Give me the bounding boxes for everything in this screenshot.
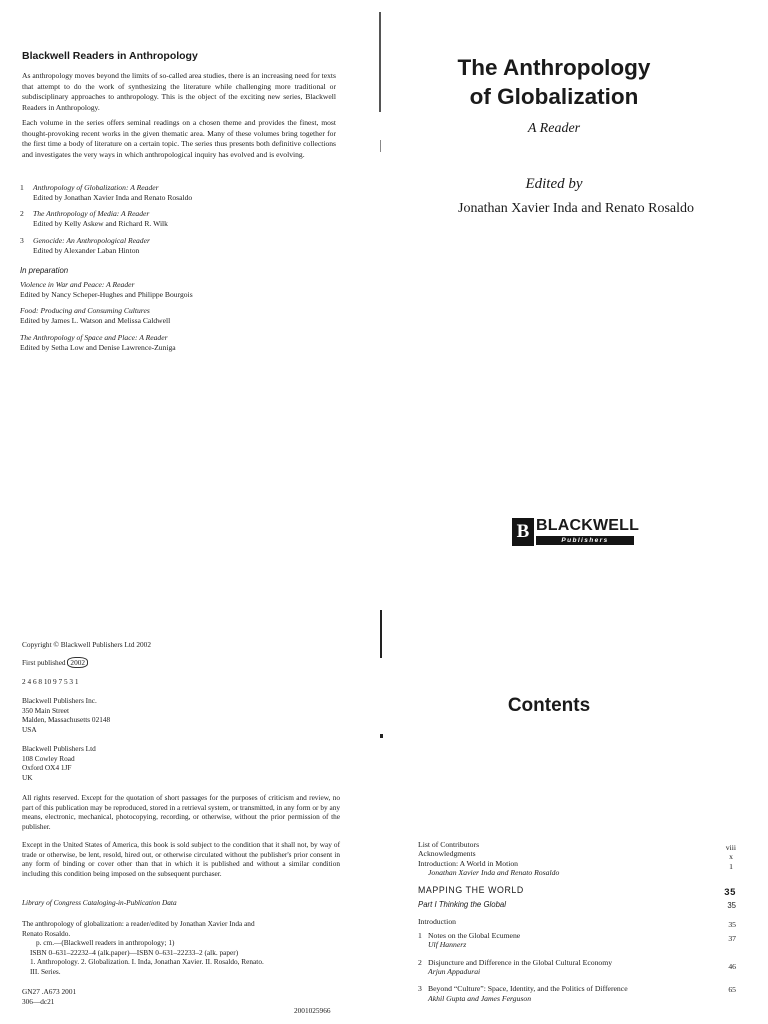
volume-editors: Edited by Kelly Askew and Richard R. Wilk [33, 219, 168, 229]
volume-number: 2 [20, 209, 24, 219]
sale-paragraph: Except in the United States of America, this book is sold subject to the condition that it shall not, by way of trade or otherwise, be lent, resold, hired out, or otherwise circulated without the publisher's prior consent in any form of binding or cover other than that in which it is published and without a similar condition including this condition being imposed on the subsequent purchaser. [22, 840, 340, 878]
cip-record [22, 919, 340, 977]
series-intro-paragraph: As anthropology moves beyond the limits of so-called area studies, there is an increasing need for texts that attempt to do the work of synthesizing the literature while challenging more traditional or subdisciplinary approaches to anthropology. This is the object of the exciting new series, Blackwell Readers in Anthropology. [22, 71, 336, 112]
toc-entry-author: Jonathan Xavier Inda and Renato Rosaldo [428, 868, 560, 878]
scan-gutter-mark [380, 610, 382, 658]
contents-page [384, 500, 768, 1024]
section-title: MAPPING THE WORLD [418, 884, 524, 895]
volume-editors: Edited by Jonathan Xavier Inda and Renato Rosaldo [33, 192, 193, 202]
volume-title: The Anthropology of Media: A Reader [33, 209, 150, 219]
toc-page-number: 1 [729, 861, 733, 871]
chapter-number: 1 [418, 930, 422, 940]
toc-page-number: 35 [727, 901, 736, 911]
toc-page-number: 65 [728, 985, 736, 995]
in-preparation-editors: Edited by James L. Watson and Melissa Caldwell [20, 316, 171, 326]
in-preparation-title: The Anthropology of Space and Place: A Reader [20, 332, 168, 342]
toc-entry-author: Ulf Hannerz [428, 940, 467, 950]
cip-line: ISBN 0–631–22232–4 (alk.paper)—ISBN 0–631–22233–2 (alk. paper) [30, 947, 239, 957]
in-preparation-item [20, 280, 350, 300]
chapter-number: 3 [418, 984, 422, 994]
address-line: 108 Cowley Road [22, 753, 75, 763]
cip-line: The anthropology of globalization: a reader/edited by Jonathan Xavier Inda and [22, 919, 255, 928]
in-preparation-title: Food: Producing and Consuming Cultures [20, 306, 150, 316]
toc-page-number: 35 [728, 920, 736, 930]
first-published-label: First published [22, 658, 66, 667]
first-published-line [22, 658, 340, 668]
volume-title: Anthropology of Globalization: A Reader [33, 183, 159, 192]
series-volume-item [20, 209, 350, 229]
logo-letter: B [512, 518, 534, 546]
series-page [0, 0, 384, 500]
first-published-year: 2002 [67, 657, 88, 668]
toc-entry [418, 958, 736, 977]
toc-entry [418, 859, 736, 878]
toc-entry-title: Introduction [418, 917, 457, 927]
edited-by-label: Edited by [525, 176, 583, 192]
toc-entry-title: Acknowledgments [418, 849, 476, 859]
series-second-paragraph: Each volume in the series offers seminal readings on a chosen theme and provides the finest, most thought-provoking recent works in the given thematic area. Many of these volumes bring together for the first time a body of literature on a certain topic. The series thus presents both definitive collections and investigates the very ways in which anthropological inquiry has evolved and is evolving. [22, 118, 336, 159]
classification [22, 987, 340, 1006]
toc-entry [418, 931, 736, 950]
in-preparation-list [20, 280, 350, 359]
volume-title: Genocide: An Anthropological Reader [33, 235, 150, 245]
toc-entry [418, 840, 736, 852]
contents-heading: Contents [507, 695, 591, 716]
cip-line: III. Series. [30, 966, 61, 976]
scan-gutter-mark [379, 12, 381, 112]
toc-part-heading [418, 900, 736, 909]
series-volume-item [20, 183, 350, 203]
toc-entry [418, 984, 736, 1003]
toc-page-number: x [729, 852, 733, 862]
title-page [384, 0, 768, 544]
book-title [404, 53, 704, 111]
in-preparation-heading: In preparation [20, 266, 69, 275]
toc-entry-title: List of Contributors [418, 840, 480, 849]
toc-entry-title: Beyond “Culture”: Space, Identity, and the Politics of Difference [428, 984, 628, 994]
in-preparation-title: Violence in War and Peace: A Reader [20, 280, 135, 289]
toc-entry-title: Notes on the Global Ecumene [428, 930, 521, 940]
toc-page-number: 37 [728, 933, 736, 943]
address-line: Blackwell Publishers Inc. [22, 696, 97, 705]
rights-paragraph: All rights reserved. Except for the quotation of short passages for the purposes of criticism and review, no part of this publication may be reproduced, stored in a retrieval system, or transmitted, in any form or by any means, electronic, mechanical, photocopying, recording, or otherwise, without the prior permission of the publisher. [22, 793, 340, 831]
in-preparation-editors: Edited by Nancy Scheper-Hughes and Philippe Bourgois [20, 289, 193, 299]
copyright-page [0, 500, 384, 1024]
toc-entry [418, 849, 736, 862]
logo-subline: Publishers [536, 536, 634, 545]
logo-wordmark: BLACKWELL [536, 517, 640, 534]
classification-line: GN27 .A673 2001 [22, 987, 77, 996]
copyright-line: Copyright © Blackwell Publishers Ltd 2002 [22, 640, 151, 649]
address-line: Oxford OX4 1JF [22, 763, 72, 773]
toc-page-number: 35 [724, 886, 736, 898]
table-of-contents [418, 840, 736, 1003]
us-office-address [22, 696, 340, 734]
cip-line: 1. Anthropology. 2. Globalization. I. Inda, Jonathan Xavier. II. Rosaldo, Renato. [30, 957, 264, 967]
volume-editors: Edited by Alexander Laban Hinton [33, 245, 140, 255]
series-volume-item [20, 236, 350, 256]
book-title-line: The Anthropology [457, 55, 651, 80]
book-subtitle: A Reader [527, 121, 581, 136]
toc-entry-author: Akhil Gupta and James Ferguson [428, 993, 532, 1003]
book-title-line: of Globalization [469, 84, 639, 109]
address-line: UK [22, 772, 33, 782]
toc-page-number: 46 [728, 961, 736, 971]
series-heading: Blackwell Readers in Anthropology [22, 50, 198, 62]
address-line: 350 Main Street [22, 705, 70, 715]
classification-line: 306—dc21 [22, 996, 55, 1006]
cip-heading: Library of Congress Cataloging-in-Publication Data [22, 898, 177, 907]
printing-line: 2 4 6 8 10 9 7 5 3 1 [22, 677, 79, 686]
cip-line: p. cm.—(Blackwell readers in anthropology; 1) [36, 938, 175, 948]
volume-number: 3 [20, 235, 24, 245]
toc-entry [418, 917, 736, 930]
address-line: Malden, Massachusetts 02148 [22, 715, 111, 725]
scan-gutter-mark [380, 140, 381, 152]
toc-section-heading [418, 884, 736, 898]
in-preparation-item [20, 333, 350, 353]
volume-number: 1 [20, 183, 24, 192]
toc-page-number: viii [725, 843, 736, 852]
uk-office-address [22, 744, 340, 782]
part-title: Part I Thinking the Global [418, 900, 506, 910]
cip-line: Renato Rosaldo. [22, 928, 71, 938]
toc-entry-title: Disjuncture and Difference in the Global Cultural Economy [428, 957, 613, 967]
toc-entry-author: Arjun Appadurai [428, 967, 481, 977]
toc-entry-title: Introduction: A World in Motion [418, 858, 519, 868]
in-preparation-editors: Edited by Setha Low and Denise Lawrence-Zuniga [20, 342, 176, 352]
series-volume-list [20, 183, 350, 262]
address-line: USA [22, 724, 37, 734]
address-line: Blackwell Publishers Ltd [22, 744, 96, 753]
in-preparation-item [20, 306, 350, 326]
cip-number: 2001025966 [294, 1006, 331, 1015]
chapter-number: 2 [418, 957, 422, 967]
scan-gutter-mark [380, 734, 383, 738]
editors-names: Jonathan Xavier Inda and Renato Rosaldo [458, 201, 694, 216]
